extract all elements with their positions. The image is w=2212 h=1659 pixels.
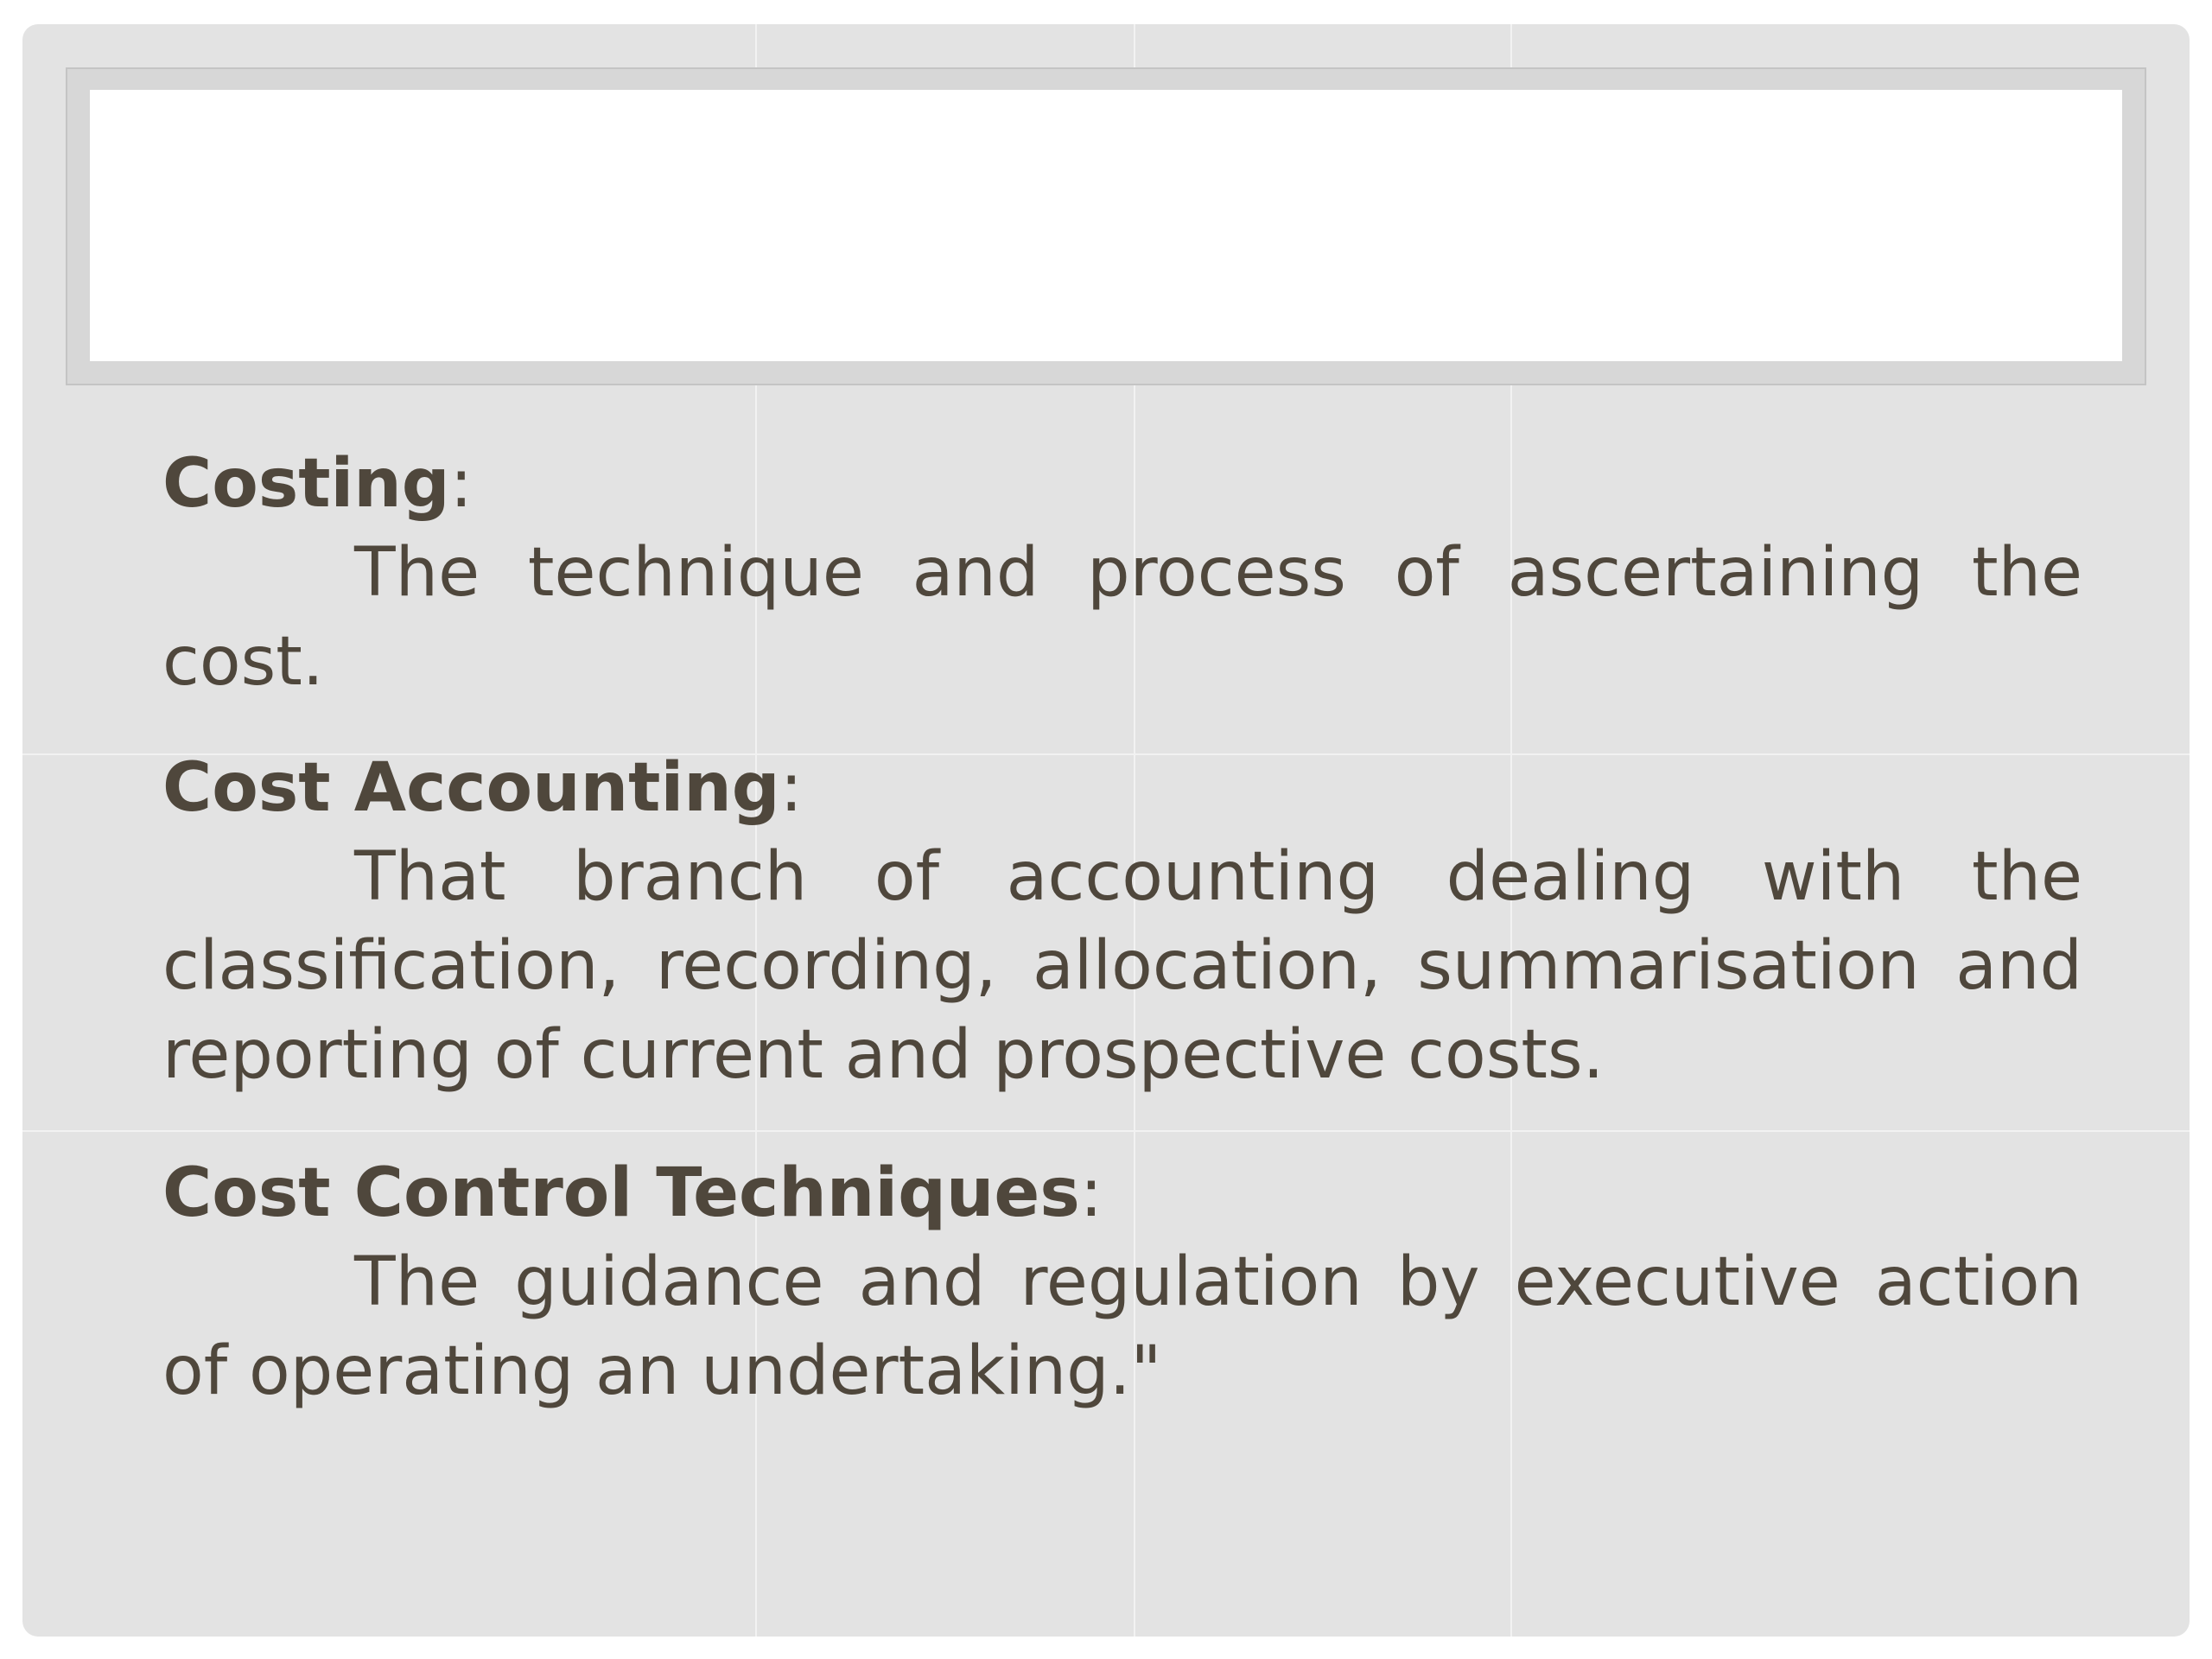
term-heading: [162, 743, 2082, 833]
term-heading: [162, 1148, 2082, 1238]
title-frame: [66, 67, 2146, 385]
term-colon: :: [449, 445, 473, 523]
term-definition: That branch of accounting dealing with the classification, recording, allocation, summarisation and reporting of current and prospective costs.: [162, 838, 2082, 1094]
term-heading: [162, 439, 2082, 529]
term-label: Cost Accounting: [162, 749, 780, 827]
term-definition: The guidance and regulation by executive action of operating an undertaking.": [162, 1243, 2082, 1410]
slide-body: [162, 439, 2082, 1465]
term-colon: :: [1079, 1154, 1103, 1232]
title-placeholder[interactable]: [90, 90, 2122, 361]
term-colon: :: [779, 749, 803, 827]
term-label: Costing: [162, 445, 450, 523]
term-definition: The technique and process of ascertaining the cost.: [162, 534, 2082, 701]
slide: [22, 24, 2190, 1637]
term-label: Cost Control Techniques: [162, 1154, 1080, 1232]
